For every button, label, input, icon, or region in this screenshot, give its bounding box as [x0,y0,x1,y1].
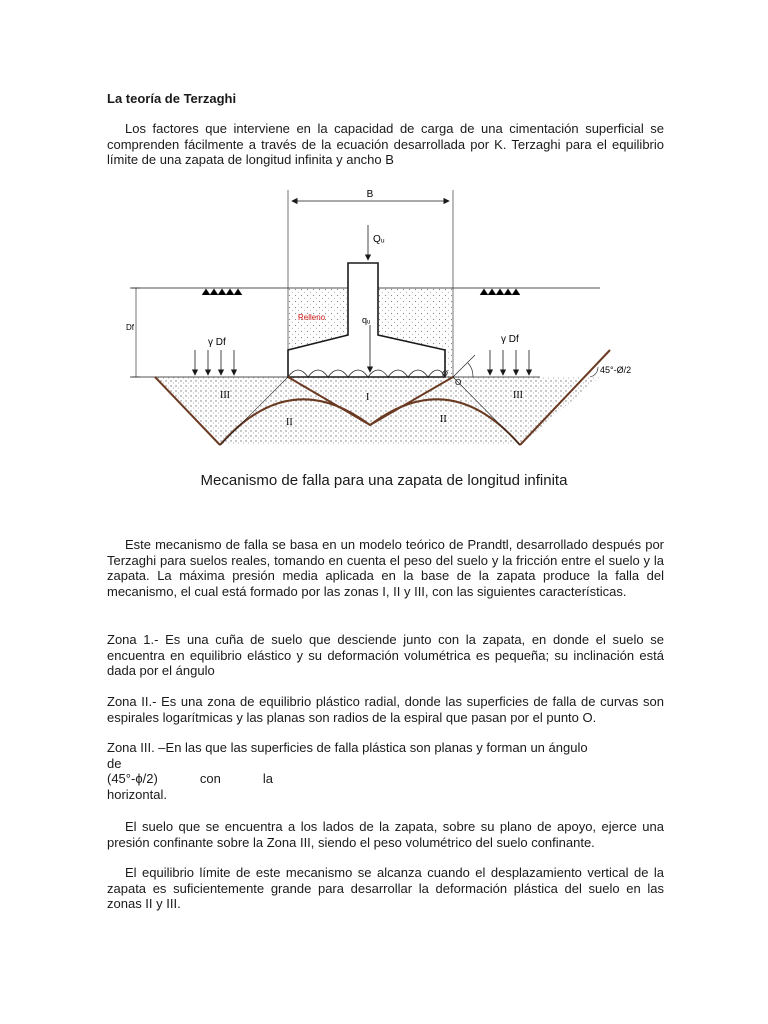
paragraph-equilibrio: El equilibrio límite de este mecanismo se alcanza cuando el desplazamiento vertical de la zapata es suficientemente grande para desarrollar la deformación plástica del suelo en las zonas II y III. [107,865,664,912]
failure-mechanism-diagram [120,180,660,450]
paragraph-prandtl: Este mecanismo de falla se basa en un modelo teórico de Prandtl, desarrollado después por Terzaghi para suelos reales, tomando en cuenta el peso del suelo y la fricción entre el suelo y la zapata. La máxima presión media aplicada en la base de la zapata produce la falla del mecanismo, el cual está formado por las zonas I, II y III, con las siguientes características. [107,537,664,599]
zona3-line3 [107,771,273,787]
zone-i: I [366,392,370,403]
soil-area [155,377,600,445]
paragraph-zona-1: Zona 1.- Es una cuña de suelo que desciende junto con la zapata, en donde el suelo se encuentra en equilibrio elástico y su deformación volumétrica es pequeña; su inclinación está dada por el ángulo [107,632,664,679]
intro-paragraph: Los factores que interviene en la capacidad de carga de una cimentación superficial se comprenden fácilmente a través de la ecuación desarrollada por K. Terzaghi para el equilibrio límite de una zapata de longitud infinita y ancho B [107,121,664,168]
zona3-line2: de [107,755,122,771]
label-relleno: Relleno [298,313,326,322]
zone-ii-left: II [286,417,293,428]
zone-iii-right: III [513,390,523,401]
label-o: O [455,378,462,387]
zone-ii-right: II [440,414,447,425]
zone-iii-left: III [220,390,230,401]
label-b: B [366,189,374,200]
label-gamma-df-right: γ Df [501,334,519,345]
zona3-la: la [262,771,273,787]
zona3-con: con [199,771,221,787]
surcharge-arrows-left [195,350,234,375]
zona3-line4: horizontal. [107,786,167,802]
figure-caption: Mecanismo de falla para una zapata de longitud infinita [200,472,568,489]
zona3-angle: (45°-ϕ/2) [107,771,158,787]
label-df: Df [126,323,134,332]
paragraph-zona-2: Zona II.- Es una zona de equilibrio plástico radial, donde las superficies de falla de curvas son espirales logarítmicas y las planas son radios de la espiral que pasan por el punto O. [107,694,664,725]
label-qu-lower: qᵤ [362,315,371,325]
paragraph-confinante: El suelo que se encuentra a los lados de la zapata, sobre su plano de apoyo, ejerce una presión confinante sobre la Zona III, siendo el peso volumétrico del suelo confinante. [107,819,664,850]
label-gamma-df-left: γ Df [208,337,226,348]
label-angle: 45°-Ø/2 [600,365,632,375]
section-heading: La teoría de Terzaghi [107,91,237,106]
paragraph-zona-3 [107,740,664,802]
surcharge-arrows-right [490,350,529,375]
label-qu-upper: Qᵤ [373,234,385,245]
label-phi: Ø [442,369,448,378]
zona3-line1: Zona III. –En las que las superficies de falla plástica son planas y forman un ángulo [107,740,588,755]
